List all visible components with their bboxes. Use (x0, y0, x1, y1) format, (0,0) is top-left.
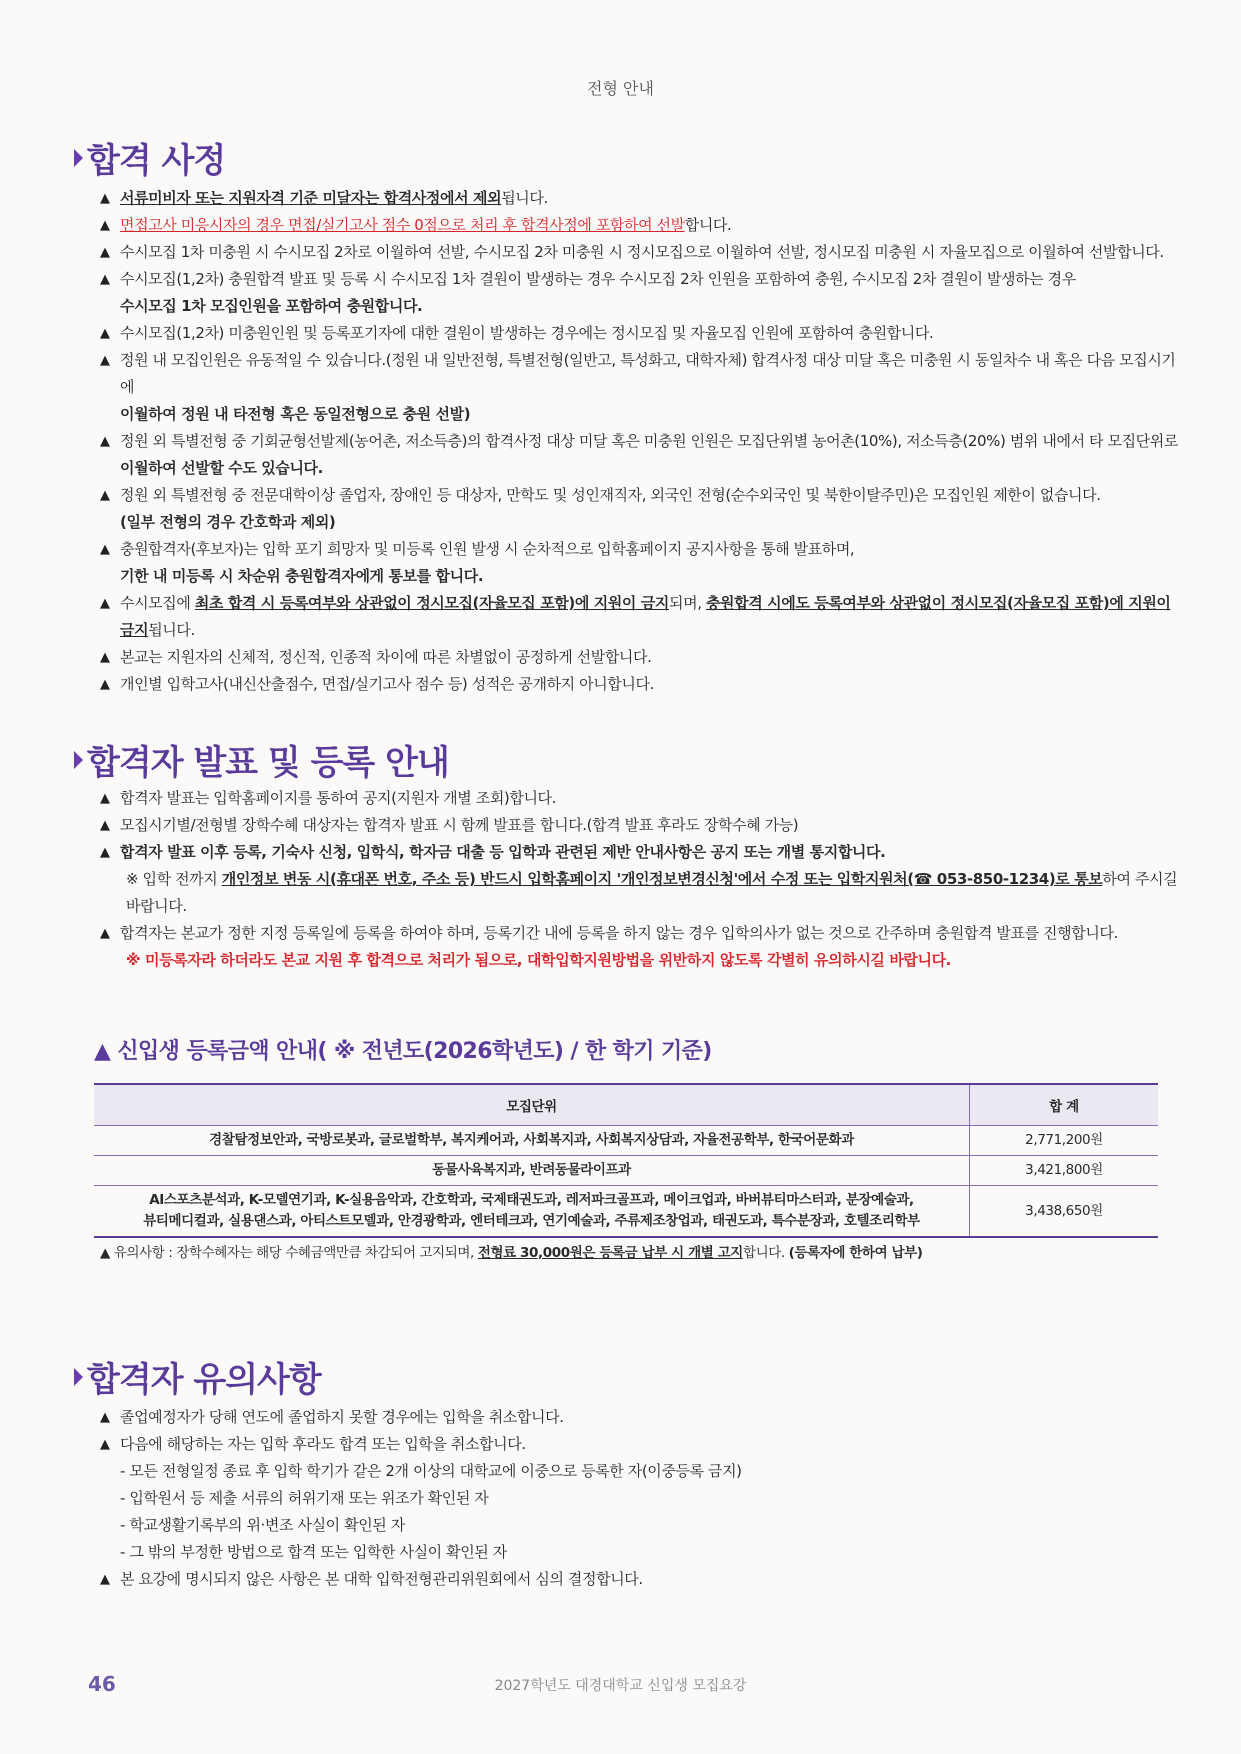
text-run: 면접고사 미응시자의 경우 면접/실기고사 점수 0점으로 처리 후 합격사정에 포함하여 선발 (120, 216, 685, 234)
fee-dept: 경찰탐정보안과, 국방로봇과, 글로벌학부, 복지케어과, 사회복지과, 사회복지상담과, 자율전공학부, 한국어문화과 (94, 1126, 970, 1156)
triangle-bullet-icon: ▲ (100, 596, 110, 611)
text-run: 최초 합격 시 등록여부와 상관없이 정시모집(자율모집 포함)에 지원이 금지 (194, 594, 670, 612)
announce-list (100, 785, 1180, 974)
list-item (100, 920, 1180, 947)
text-run: 합격자 발표 이후 등록, 기숙사 신청, 입학식, 학자금 대출 등 입학과 관련된 제반 안내사항은 공지 또는 개별 통지합니다. (120, 843, 886, 861)
list-item (100, 1431, 1180, 1458)
text-run: 충원합격자(후보자)는 입학 포기 희망자 및 미등록 인원 발생 시 순차적으로 입학홈페이지 공지사항을 통해 발표하며, (120, 540, 855, 558)
triangle-bullet-icon: ▲ (100, 1572, 110, 1587)
list-item (100, 1512, 1180, 1539)
list-item (100, 590, 1180, 644)
text-run: ※ 미등록자라 하더라도 본교 지원 후 합격으로 처리가 됨으로, 대학입학지원방법을 위반하지 않도록 각별히 유의하시길 바랍니다. (126, 951, 951, 969)
fee-table-header (94, 1084, 1158, 1126)
list-item (100, 785, 1180, 812)
text-run: 졸업예정자가 당해 연도에 졸업하지 못할 경우에는 입학을 취소합니다. (120, 1408, 564, 1426)
caution-list (100, 1404, 1180, 1593)
list-item (100, 947, 1180, 974)
text-run: 수시모집 1차 미충원 시 수시모집 2차로 이월하여 선발, 수시모집 2차 미충원 시 정시모집으로 이월하여 선발, 정시모집 미충원 시 자율모집으로 이월하여 선발합니다. (120, 243, 1164, 261)
triangle-bullet-icon: ▲ (100, 1437, 110, 1452)
fee-col-dept: 모집단위 (94, 1084, 970, 1126)
list-item (100, 866, 1180, 920)
text-run: 수시모집(1,2차) 충원합격 발표 및 등록 시 수시모집 1차 결원이 발생하는 경우 수시모집 2차 인원을 포함하여 충원, 수시모집 2차 결원이 발생하는 경우 (120, 270, 1076, 288)
text-run: 수시모집(1,2차) 미충원인원 및 등록포기자에 대한 결원이 발생하는 경우에는 정시모집 및 자율모집 인원에 포함하여 충원합니다. (120, 324, 934, 342)
fee-total: 2,771,200원 (970, 1126, 1159, 1156)
text-run: 개인별 입학고사(내신산출점수, 면접/실기고사 점수 등) 성적은 공개하지 아니합니다. (120, 675, 654, 693)
text-run: 모집시기별/전형별 장학수혜 대상자는 합격자 발표 시 함께 발표를 합니다.(합격 발표 후라도 장학수혜 가능) (120, 816, 799, 834)
text-run: 합니다. (684, 216, 732, 234)
fee-dept: AI스포츠분석과, K-모델연기과, K-실용음악과, 간호학과, 국제태권도과, 레저파크골프과, 메이크업과, 바버뷰티마스터과, 분장예술과, 뷰티메디컬과, 실용댄스과, 아티스트모델과, 안경광학과, 엔터테크과, 연기예술과, 주류제조창업과, 태권도과, 특수분장과, 호텔조리학부 (94, 1186, 970, 1238)
table-row (94, 1186, 1158, 1238)
text-run: 정원 외 특별전형 중 기회균형선발제(농어촌, 저소득층)의 합격사정 대상 미달 혹은 미충원 인원은 모집단위별 농어촌(10%), 저소득층(20%) 범위 내에서 타 모집단위로 (120, 432, 1178, 450)
list-item (100, 428, 1180, 482)
fee-total: 3,421,800원 (970, 1156, 1159, 1186)
fee-col-total: 합 계 (970, 1084, 1159, 1126)
text-run: 서류미비자 또는 지원자격 기준 미달자는 합격사정에서 제외 (120, 189, 502, 207)
list-item (100, 1458, 1180, 1485)
text-run: 수시모집에 (120, 594, 195, 612)
text-run: 개인정보 변동 시(휴대폰 번호, 주소 등) 반드시 입학홈페이지 '개인정보변경신청'에서 수정 또는 입학지원처(☎ 053-850-1234)로 통보 (221, 870, 1103, 888)
list-item (100, 1566, 1180, 1593)
section-title-pass: 합격 사정 (74, 133, 225, 182)
list-item (100, 671, 1180, 698)
table-row (94, 1156, 1158, 1186)
list-item (100, 347, 1180, 428)
text-run: 됩니다. (148, 621, 195, 639)
pass-list (100, 185, 1180, 698)
text-run: 수시모집 1차 모집인원을 포함하여 충원합니다. (120, 297, 423, 315)
triangle-bullet-icon: ▲ (100, 818, 110, 833)
section-marker-icon (74, 149, 83, 167)
triangle-bullet-icon: ▲ (100, 488, 110, 503)
triangle-bullet-icon: ▲ (100, 272, 110, 287)
text-run: 하여 주시길 바랍니다. (126, 870, 1178, 915)
text-run: 합격자는 본교가 정한 지정 등록일에 등록을 하여야 하며, 등록기간 내에 등록을 하지 않는 경우 입학의사가 없는 것으로 간주하며 충원합격 발표를 진행합니다. (120, 924, 1118, 942)
fee-note (100, 1241, 923, 1261)
triangle-bullet-icon: ▲ (100, 791, 110, 806)
text-run: 기한 내 미등록 시 차순위 충원합격자에게 통보를 합니다. (120, 567, 484, 585)
section-title-announce: 합격자 발표 및 등록 안내 (74, 735, 449, 784)
text-run: - 입학원서 등 제출 서류의 허위기재 또는 위조가 확인된 자 (120, 1489, 489, 1507)
list-item (100, 185, 1180, 212)
triangle-bullet-icon: ▲ (100, 191, 110, 206)
list-item (100, 482, 1180, 536)
text-run: 전형료 30,000원은 등록금 납부 시 개별 고지 (477, 1245, 743, 1261)
section-title-caution: 합격자 유의사항 (74, 1352, 321, 1401)
triangle-bullet-icon: ▲ (100, 650, 110, 665)
list-item (100, 1485, 1180, 1512)
triangle-bullet-icon: ▲ (100, 542, 110, 557)
section-marker-icon (74, 751, 83, 769)
triangle-bullet-icon: ▲ (100, 1410, 110, 1425)
list-item (100, 812, 1180, 839)
page-number: 46 (88, 1672, 116, 1696)
fee-table-title: ▲ 신입생 등록금액 안내( ※ 전년도(2026학년도) / 한 학기 기준) (94, 1039, 712, 1064)
text-run: - 그 밖의 부정한 방법으로 합격 또는 입학한 사실이 확인된 자 (120, 1543, 507, 1561)
list-item (100, 839, 1180, 866)
triangle-bullet-icon: ▲ (100, 218, 110, 233)
triangle-bullet-icon: ▲ (100, 245, 110, 260)
text-run: 충원합격 시에도 등록여부와 상관없이 정시모집(자율모집 포함)에 지원이 (705, 594, 1171, 612)
triangle-bullet-icon: ▲ (100, 353, 110, 368)
text-run: 본 요강에 명시되지 않은 사항은 본 대학 입학전형관리위원회에서 심의 결정합니다. (120, 1570, 643, 1588)
fee-table (94, 1083, 1158, 1238)
section-marker-icon (74, 1368, 83, 1386)
triangle-bullet-icon: ▲ (100, 926, 110, 941)
text-run: 합니다. (742, 1245, 789, 1261)
list-item (100, 266, 1180, 320)
text-run: 금지 (120, 621, 149, 639)
list-item (100, 644, 1180, 671)
table-row (94, 1126, 1158, 1156)
triangle-bullet-icon: ▲ (100, 677, 110, 692)
text-run: - 모든 전형일정 종료 후 입학 학기가 같은 2개 이상의 대학교에 이중으로 등록한 자(이중등록 금지) (120, 1462, 742, 1480)
text-run: 이월하여 선발할 수도 있습니다. (120, 459, 323, 477)
text-run: 이월하여 정원 내 타전형 혹은 동일전형으로 충원 선발) (120, 405, 471, 423)
text-run: 본교는 지원자의 신체적, 정신적, 인종적 차이에 따른 차별없이 공정하게 선발합니다. (120, 648, 652, 666)
text-run: ※ 입학 전까지 (126, 870, 222, 888)
footer-text: 2027학년도 대경대학교 신입생 모집요강 (494, 1678, 747, 1694)
text-run: 정원 외 특별전형 중 전문대학이상 졸업자, 장애인 등 대상자, 만학도 및 성인재직자, 외국인 전형(순수외국인 및 북한이탈주민)은 모집인원 제한이 없습니다. (120, 486, 1101, 504)
text-run: 합격자 발표는 입학홈페이지를 통하여 공지(지원자 개별 조회)합니다. (120, 789, 557, 807)
list-item (100, 1404, 1180, 1431)
list-item (100, 1539, 1180, 1566)
fee-total: 3,438,650원 (970, 1186, 1159, 1238)
text-run: (등록자에 한하여 납부) (788, 1245, 923, 1261)
text-run: 정원 내 모집인원은 유동적일 수 있습니다.(정원 내 일반전형, 특별전형(일반고, 특성화고, 대학자체) 합격사정 대상 미달 혹은 미충원 시 동일차수 내 혹은 다음 모집시기에 (120, 351, 1176, 396)
page-header: 전형 안내 (587, 79, 654, 98)
triangle-bullet-icon: ▲ (100, 326, 110, 341)
fee-dept: 동물사육복지과, 반려동물라이프과 (94, 1156, 970, 1186)
list-item (100, 212, 1180, 239)
text-run: 되며, (669, 594, 706, 612)
text-run: ▲ 유의사항 : 장학수혜자는 해당 수혜금액만큼 차감되어 고지되며, (100, 1245, 478, 1261)
list-item (100, 239, 1180, 266)
text-run: 다음에 해당하는 자는 입학 후라도 합격 또는 입학을 취소합니다. (120, 1435, 526, 1453)
triangle-bullet-icon: ▲ (100, 845, 110, 860)
list-item (100, 536, 1180, 590)
text-run: - 학교생활기록부의 위·변조 사실이 확인된 자 (120, 1516, 405, 1534)
text-run: 됩니다. (501, 189, 548, 207)
triangle-bullet-icon: ▲ (100, 434, 110, 449)
text-run: (일부 전형의 경우 간호학과 제외) (120, 513, 336, 531)
list-item (100, 320, 1180, 347)
